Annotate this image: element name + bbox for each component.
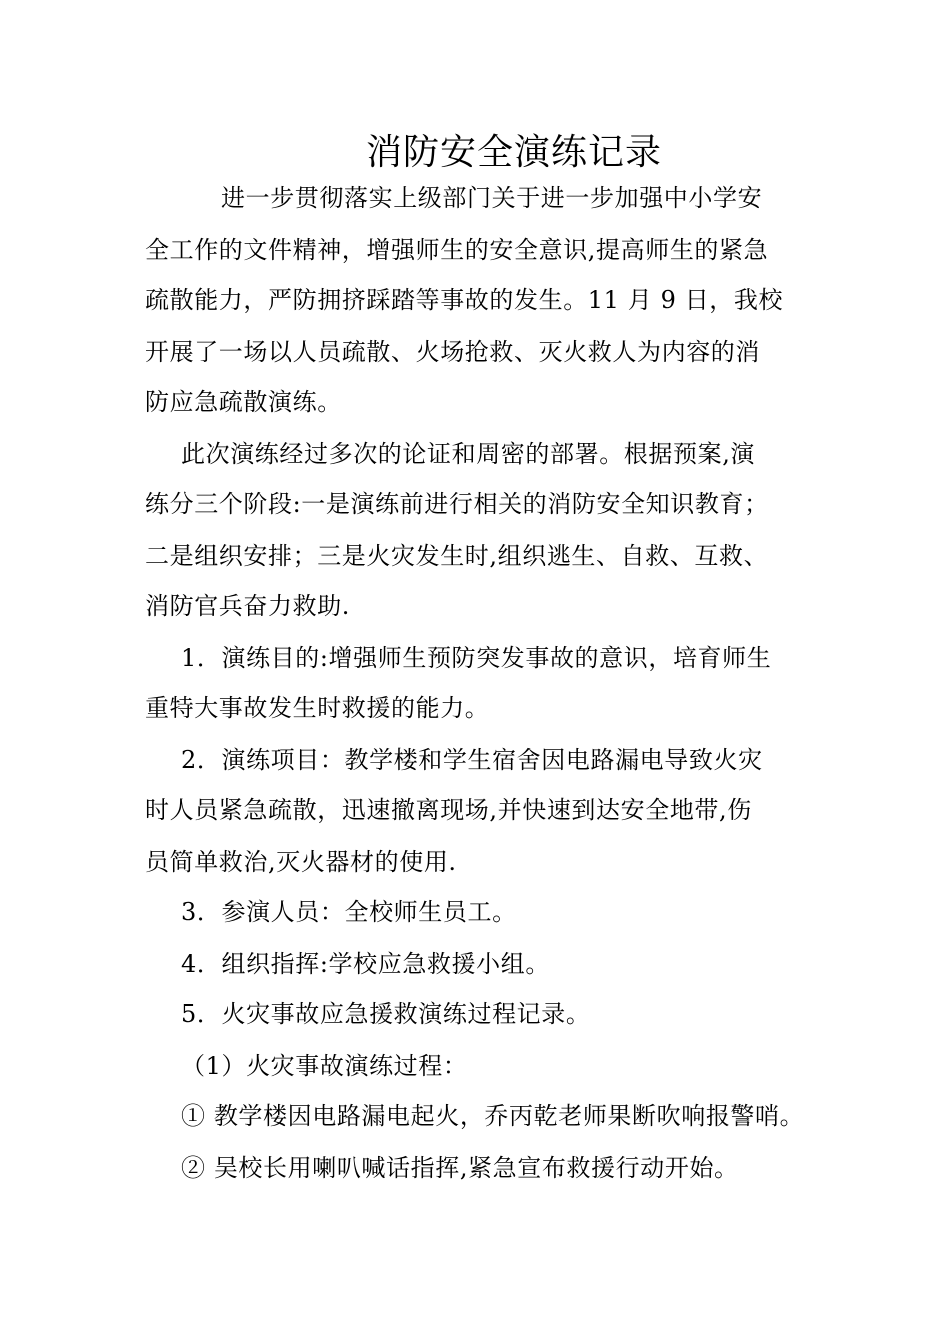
list-item-line: 时人员紧急疏散，迅速撤离现场,并快速到达安全地带,伤 (145, 796, 752, 824)
paragraph-line: 疏散能力，严防拥挤踩踏等事故的发生。11 月 9 日，我校 (145, 286, 784, 314)
paragraph-line: 二是组织安排；三是火灾发生时,组织逃生、自救、互救、 (145, 542, 769, 570)
list-item-line: 3．参演人员：全校师生员工。 (181, 898, 517, 926)
list-item-line: 1．演练目的:增强师生预防突发事故的意识，培育师生 (181, 644, 772, 672)
paragraph-line: 进一步贯彻落实上级部门关于进一步加强中小学安 (221, 184, 763, 212)
paragraph-line: 此次演练经过多次的论证和周密的部署。根据预案,演 (181, 440, 756, 468)
list-item-line: 2．演练项目：教学楼和学生宿舍因电路漏电导致火灾 (181, 746, 763, 774)
list-item-line: 重特大事故发生时救援的能力。 (145, 694, 490, 722)
sub-heading-line: （1）火灾事故演练过程： (181, 1052, 468, 1080)
paragraph-line: 防应急疏散演练。 (145, 388, 342, 416)
paragraph-line: 练分三个阶段:一是演练前进行相关的消防安全知识教育； (145, 490, 769, 518)
step-line: ② 吴校长用喇叭喊话指挥,紧急宣布救援行动开始。 (181, 1154, 739, 1182)
paragraph-line: 开展了一场以人员疏散、火场抢救、灭火救人为内容的消 (145, 338, 760, 366)
list-item-line: 员简单救治,灭火器材的使用. (145, 848, 457, 876)
paragraph-line: 消防官兵奋力救助. (145, 592, 351, 620)
paragraph-line: 全工作的文件精神，增强师生的安全意识,提高师生的紧急 (145, 236, 769, 264)
document-title: 消防安全演练记录 (365, 132, 662, 173)
list-item-line: 5．火灾事故应急援救演练过程记录。 (181, 1000, 591, 1028)
step-line: ① 教学楼因电路漏电起火，乔丙乾老师果断吹响报警哨。 (181, 1102, 805, 1130)
list-item-line: 4．组织指挥:学校应急救援小组。 (181, 950, 550, 978)
